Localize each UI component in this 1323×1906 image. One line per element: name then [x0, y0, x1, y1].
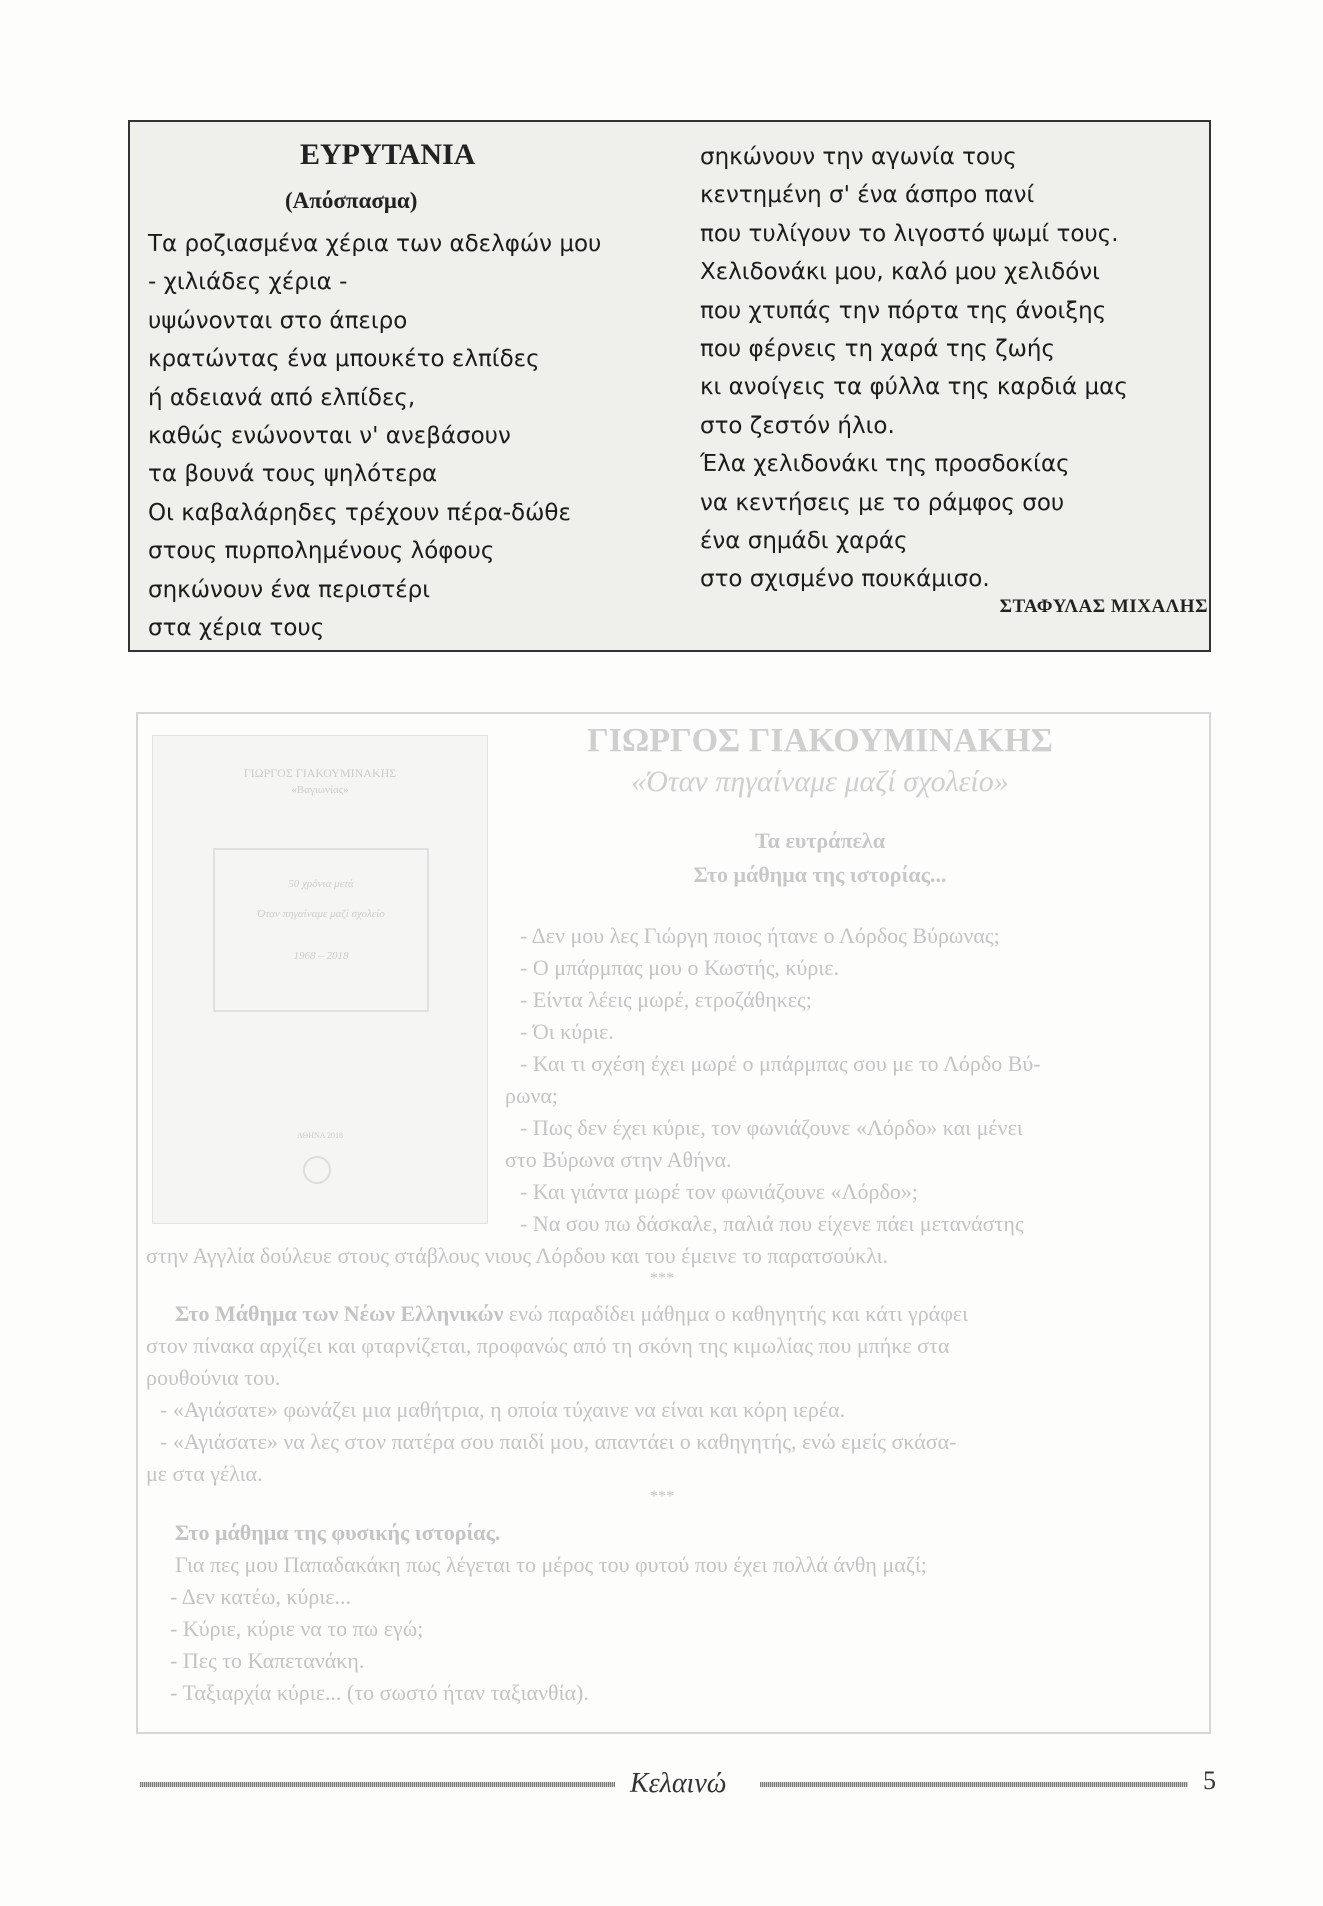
- poem-title: ΕΥΡΥΤΑΝΙΑ: [300, 138, 476, 171]
- article-line: στον πίνακα αρχίζει και φταρνίζεται, προφανώς από τη σκόνη της κιμωλίας που μπήκε στα: [146, 1333, 950, 1358]
- poem-line: κι ανοίγεις τα φύλλα της καρδιά μας: [700, 374, 1128, 401]
- article-line: - Δεν μου λες Γιώργη ποιος ήτανε ο Λόρδος Βύρωνας;: [520, 923, 1000, 948]
- separator: ***: [650, 1270, 674, 1287]
- poem-subtitle: (Απόσπασμα): [285, 188, 418, 213]
- article-line: - Να σου πω δάσκαλε, παλιά που είχενε πάει μετανάστης: [520, 1211, 1024, 1236]
- footer-title: Κελαινώ: [630, 1768, 727, 1799]
- poem-line: ή αδειανά από ελπίδες,: [148, 384, 416, 411]
- article-line: ρουθούνια του.: [146, 1365, 281, 1390]
- book-line: 50 χρόνια μετά: [288, 878, 354, 890]
- book-emblem-icon: [303, 1156, 331, 1184]
- section-heading: Τα ευτράπελα: [754, 828, 885, 853]
- poem-line: σηκώνουν την αγωνία τους: [700, 144, 1017, 170]
- section-subheading: Στο μάθημα της ιστορίας...: [693, 862, 947, 887]
- poem-left-column: [148, 225, 601, 647]
- poem-line: κεντημένη σ' ένα άσπρο πανί: [700, 182, 1035, 209]
- poem-line: στους πυρπολημένους λόφους: [148, 538, 495, 565]
- article-line: - Είντα λέεις μωρέ, ετροζάθηκες;: [520, 987, 812, 1012]
- article-line: Για πες μου Παπαδακάκη πως λέγεται το μέρος του φυτού που έχει πολλά άνθη μαζί;: [175, 1552, 927, 1577]
- poem-line: σηκώνουν ένα περιστέρι: [148, 576, 431, 603]
- poem-line: στο σχισμένο πουκάμισο.: [700, 566, 990, 593]
- poem-line: να κεντήσεις με το ράμφος σου: [700, 489, 1065, 516]
- page-number: 5: [1203, 1766, 1216, 1795]
- article-line: - Και τι σχέση έχει μωρέ ο μπάρμπας σου με το Λόρδο Βύ-: [520, 1051, 1041, 1076]
- book-author: ΓΙΩΡΓΟΣ ΓΙΑΚΟΥΜΙΝΑΚΗΣ: [243, 766, 397, 780]
- article-line: με στα γέλια.: [146, 1461, 263, 1486]
- poem-line: που τυλίγουν το λιγοστό ψωμί τους.: [700, 220, 1119, 247]
- article-line: στην Αγγλία δούλευε στους στάβλους νιους Λόρδου και του έμεινε το παρατσούκλι.: [146, 1243, 889, 1268]
- article-line-text: ενώ παραδίδει μάθημα ο καθηγητής και κάτι γράφει: [503, 1301, 969, 1326]
- poem-line: ένα σημάδι χαράς: [700, 528, 908, 555]
- poem-line: που φέρνεις τη χαρά της ζωής: [700, 336, 1055, 363]
- article-line: - «Αγιάσατε» να λες στον πατέρα σου παιδί μου, απαντάει ο καθηγητής, ενώ εμείς σκάσα-: [160, 1429, 957, 1454]
- poem-line: που χτυπάς την πόρτα της άνοιξης: [700, 297, 1107, 324]
- article-author: ΓΙΩΡΓΟΣ ΓΙΑΚΟΥΜΙΝΑΚΗΣ: [587, 722, 1053, 759]
- book-cover-image: [152, 735, 488, 1224]
- article-line: [175, 1301, 968, 1327]
- article-line: - Ταξιαρχία κύριε... (το σωστό ήταν ταξιανθία).: [170, 1680, 589, 1705]
- book-publisher: ΑΘΗΝΑ 2018: [296, 1131, 344, 1140]
- poem-line: στα χέρια τους: [148, 615, 325, 642]
- article-line: - Πες το Καπετανάκη.: [170, 1648, 365, 1673]
- poem-line: καθώς ενώνονται ν' ανεβάσουν: [148, 423, 511, 450]
- poem-line: κρατώντας ένα μπουκέτο ελπίδες: [148, 346, 540, 373]
- book-subtitle: «Βαγιωνίας»: [291, 784, 349, 796]
- article-line: ρωνα;: [505, 1083, 559, 1108]
- article-line: - Δεν κατέω, κύριε...: [170, 1584, 352, 1609]
- poem-line: τα βουνά τους ψηλότερα: [148, 461, 438, 488]
- article-line: στο Βύρωνα στην Αθήνα.: [505, 1147, 732, 1172]
- section-bold-heading: Στο μάθημα της φυσικής ιστορίας.: [175, 1520, 501, 1545]
- article-line: - Ο μπάρμπας μου ο Κωστής, κύριε.: [520, 955, 840, 980]
- poem-right-column: [700, 138, 1128, 599]
- book-years: 1968 – 2018: [293, 950, 349, 962]
- poem-line: στο ζεστόν ήλιο.: [700, 412, 895, 439]
- article-line: - Όι κύριε.: [520, 1019, 614, 1044]
- poem-author: ΣΤΑΦΥΛΑΣ ΜΙΧΑΛΗΣ: [999, 596, 1208, 617]
- poem-line: Τα ροζιασμένα χέρια των αδελφών μου: [148, 231, 602, 257]
- section-bold-heading: Στο Μάθημα των Νέων Ελληνικών: [175, 1301, 504, 1326]
- article-title: «Όταν πηγαίναμε μαζί σχολείο»: [631, 765, 1009, 798]
- footer-rule-left: [140, 1782, 615, 1787]
- separator: ***: [650, 1488, 674, 1505]
- book-frame: [213, 848, 429, 1012]
- poem-line: υψώνονται στο άπειρο: [148, 307, 408, 334]
- article-line: - Πως δεν έχει κύριε, τον φωνιάζουνε «Λόρδο» και μένει: [520, 1115, 1023, 1140]
- poem-line: - χιλιάδες χέρια -: [148, 269, 348, 296]
- article-line: - Κύριε, κύριε να το πω εγώ;: [170, 1616, 424, 1641]
- book-line: Όταν πηγαίναμε μαζί σχολείο: [257, 908, 385, 920]
- poem-line: Οι καβαλάρηδες τρέχουν πέρα-δώθε: [148, 499, 571, 526]
- footer-rule-right: [760, 1782, 1188, 1787]
- poem-line: Χελιδονάκι μου, καλό μου χελιδόνι: [700, 259, 1100, 286]
- article-line: - «Αγιάσατε» φωνάζει μια μαθήτρια, η οποία τύχαινε να είναι και κόρη ιερέα.: [160, 1397, 846, 1422]
- article-line: - Και γιάντα μωρέ τον φωνιάζουνε «Λόρδο»;: [520, 1179, 918, 1204]
- poem-line: Έλα χελιδονάκι της προσδοκίας: [700, 451, 1070, 478]
